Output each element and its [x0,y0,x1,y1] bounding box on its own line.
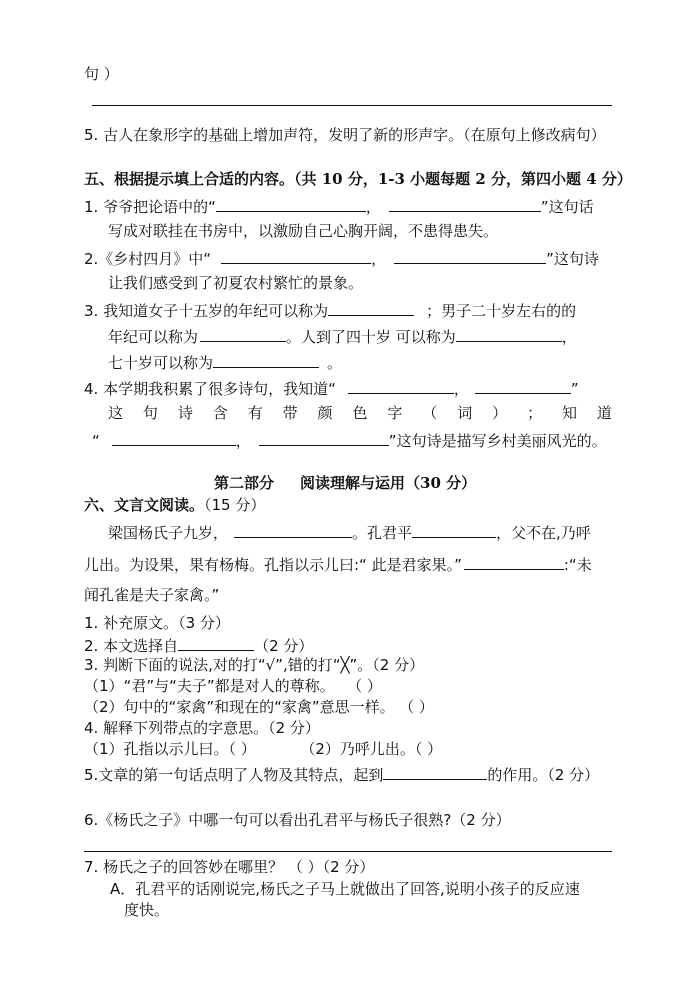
sec5-q4-line3 [92,429,607,451]
sec5-q2-line1 [84,247,599,269]
passage-text-b: 。孔君平 [352,524,413,542]
sec5-q4-line2 [108,403,612,423]
spread-char: 这 [108,404,124,422]
spread-char: 字 [387,404,403,422]
sec5-q4-comma-2: ， [235,432,251,450]
part-2-label: 第二部分 [214,474,275,492]
sec6-q5 [84,763,599,785]
sec5-q1-comma: ， [365,198,381,216]
sec6-q4: 4. 解释下列带点的字意思。（2 分） [84,719,320,737]
passage-line-2 [84,553,592,575]
sec6-q5-score: 的作用。（2 分） [487,766,600,784]
passage-blank-3[interactable] [464,553,564,570]
spread-char: 道 [596,404,612,422]
sec6-q2-text: 2. 本文选择自 [84,637,179,655]
sec5-q4-blank-2[interactable] [475,377,571,394]
spread-char: ） [492,404,508,422]
sec6-q2-score: （2 分） [254,637,314,655]
sec6-q1: 1. 补充原文。（3 分） [84,614,230,632]
sec5-q3-line3 [108,351,342,373]
sec5-q3-text-c: 年纪可以称为 [108,328,199,346]
spread-char: 色 [352,404,368,422]
sec6-q4-item-1[interactable]: （1）孔指以示儿曰。（ ） [84,740,256,758]
sec6-q5-text: 5.文章的第一句话点明了人物及其特点，起到 [84,766,384,784]
spread-char: 含 [212,404,228,422]
spread-char: ； [527,404,543,422]
answer-line[interactable] [92,105,612,106]
sec5-q4-open: “ [92,432,100,450]
sec5-q3-text-d: 。人到了四十岁 可以称为 [286,328,456,346]
sec6-q6: 6.《杨氏之子》中哪一句可以看出孔君平与杨氏子很熟?（2 分） [84,811,511,829]
sec5-q4-blank-4[interactable] [259,429,389,446]
sec5-q3-blank-3[interactable] [456,325,562,342]
sec6-q6-answer-line[interactable] [84,851,612,852]
sec5-q3-blank-4[interactable] [213,351,319,368]
spread-char: 句 [142,404,158,422]
section-6-score: （15 分） [204,496,266,514]
section-6-title [84,495,265,515]
sec5-q3-text-f: 七十岁可以称为 [108,354,214,372]
sec5-q1-blank-1[interactable] [216,195,366,212]
question-5: 5. 古人在象形字的基础上增加声符，发明了新的形声字。（在原句上修改病句） [84,126,606,144]
sec6-q3-item-2 [84,697,434,717]
sec6-q3-item-1 [84,676,382,696]
section-5-title: 五、根据提示填上合适的内容。（共 10 分，1-3 小题每题 2 分，第四小题 4 分） [84,170,632,188]
sec5-q4-blank-1[interactable] [348,377,454,394]
sec6-q3-item-1-text: （1）“君”与“夫子”都是对人的尊称。 [84,677,335,695]
sec6-q7-option-a-line2: 度快。 [124,901,170,919]
sec5-q3-text-e: ， [561,328,577,346]
sec6-q3-item-2-answer[interactable]: （ ） [406,698,434,716]
sec5-q3-text-a: 3. 我知道女子十五岁的年纪可以称为 [84,302,329,320]
passage-line-3: 闻孔雀是夫子家禽。” [84,586,220,604]
sec5-q1-blank-2[interactable] [389,195,541,212]
sec5-q2-line2: 让我们感受到了初夏农村繁忙的景象。 [108,274,364,292]
sec5-q1-line2: 写成对联挂在书房中，以激励自己心胸开阔，不患得患失。 [108,222,499,240]
sec6-q2 [84,634,313,656]
sec6-q4-item-2[interactable]: （2）乃呼儿出。（ ） [307,740,443,758]
sec6-q7: 7. 杨氏之子的回答妙在哪里？ （ ）（2 分） [84,858,375,876]
passage-text-c: ，父不在,乃呼 [496,524,591,542]
part-2-title: 阅读理解与运用（30 分） [300,474,477,492]
sec6-q3-item-1-answer[interactable]: （ ） [354,677,382,695]
sec5-q3-line1 [84,299,576,321]
sec6-q7-option-a-line1: A．孔君平的话刚说完,杨氏之子马上就做出了回答,说明小孩子的反应速 [110,880,580,898]
sec5-q4-end: ”这句诗是描写乡村美丽风光的。 [388,432,607,450]
sec5-q4-close: ” [570,380,579,398]
sec5-q2-blank-2[interactable] [394,247,546,264]
sec5-q3-line2 [108,325,577,347]
sec5-q3-text-b: ；男子二十岁左右的的 [426,302,577,320]
spread-char: 有 [247,404,263,422]
sec5-q2-comma: ， [371,250,387,268]
spread-char: 颜 [317,404,333,422]
passage-text-a: 梁国杨氏子九岁， [108,524,229,542]
passage-text-d: 儿出。为设果，果有杨梅。孔指以示儿曰:“ 此是君家果。” [84,556,462,574]
sec5-q3-blank-2[interactable] [200,325,286,342]
sec5-q3-blank-1[interactable] [328,299,414,316]
sec5-q4-prefix: 4. 本学期我积累了很多诗句，我知道“ [84,380,336,398]
section-6-title-text: 六、文言文阅读。 [84,496,205,514]
spread-char: （ [422,404,438,422]
sec5-q2-suffix: ”这句诗 [546,250,599,268]
spread-char: 知 [561,404,577,422]
passage-text-e: :“未 [563,556,592,574]
sec5-q4-blank-3[interactable] [112,429,236,446]
sec5-q3-text-g: 。 [327,354,343,372]
spread-char: 词 [457,404,473,422]
sec5-q2-prefix: 2.《乡村四月》中“ [84,250,212,268]
spread-char: 诗 [177,404,193,422]
sec6-q2-blank[interactable] [178,634,254,651]
spread-char: 带 [282,404,298,422]
passage-line-1 [108,521,591,543]
passage-blank-1[interactable] [234,521,352,538]
sec5-q4-line1 [84,377,579,399]
prev-question-tail: 句 ） [84,65,119,83]
part-2-heading [214,473,476,493]
sec5-q1-line1 [84,195,594,217]
sec5-q2-blank-1[interactable] [221,247,371,264]
sec6-q4-items [84,739,442,759]
sec5-q4-comma: ， [453,380,469,398]
sec6-q3-item-2-text: （2）句中的“家禽”和现在的“家禽”意思一样。 [84,698,395,716]
sec5-q1-suffix: ”这句话 [540,198,594,216]
passage-blank-2[interactable] [412,521,496,538]
sec5-q1-prefix: 1. 爷爷把论语中的“ [84,198,216,216]
sec6-q5-blank[interactable] [383,763,487,780]
sec6-q3: 3. 判断下面的说法,对的打“√”,错的打“╳”。（2 分） [84,656,425,674]
